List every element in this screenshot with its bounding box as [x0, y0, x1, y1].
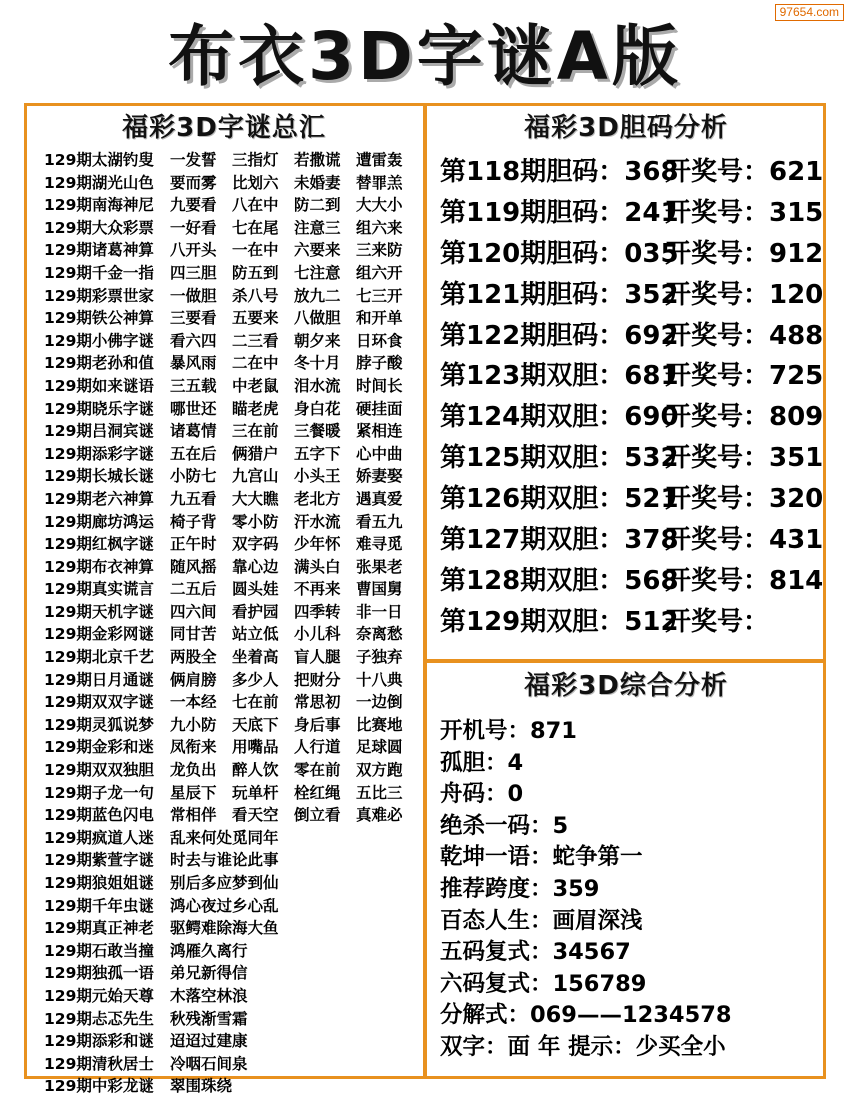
riddle-phrase: 张果老 [356, 557, 403, 576]
dan-issue: 第122期胆码：692 [440, 320, 679, 351]
riddle-source: 129期元始天尊 [44, 986, 154, 1005]
dan-row [440, 397, 824, 438]
zonghe-panel-title: 福彩3D综合分析 [524, 671, 728, 701]
horizontal-divider [425, 659, 826, 663]
riddle-phrase: 靠心边 [232, 557, 279, 576]
riddle-phrase: 一在中 [232, 241, 279, 260]
riddle-phrase: 九五看 [170, 489, 217, 508]
riddle-phrase: 不再来 [294, 580, 341, 599]
riddle-phrase: 难寻觅 [356, 535, 403, 554]
riddle-row [44, 736, 420, 759]
riddle-row [44, 714, 420, 737]
riddle-source: 129期廊坊鸿运 [44, 512, 154, 531]
riddle-row [44, 352, 420, 375]
riddle-verse: 别后多应梦到仙 [170, 874, 279, 892]
riddle-source: 129期石敢当撞 [44, 941, 154, 960]
riddle-source: 129期金彩网谜 [44, 625, 154, 644]
riddle-phrase: 看五九 [356, 512, 403, 531]
riddle-source: 129期添彩和谜 [44, 1032, 154, 1051]
riddle-verse: 木落空林浪 [170, 986, 248, 1005]
riddle-source: 129期南海神尼 [44, 196, 154, 215]
riddle-row [44, 646, 420, 669]
riddle-phrase: 泪水流 [294, 376, 341, 395]
riddle-source: 129期疯道人迷 [44, 828, 154, 847]
riddle-phrase: 十八典 [356, 670, 403, 689]
riddle-verse: 鸿雁久离行 [170, 941, 248, 960]
riddle-phrase: 醉人饮 [232, 761, 279, 780]
riddle-row [44, 262, 420, 285]
dan-row [440, 479, 824, 520]
riddle-row [44, 985, 420, 1008]
riddle-phrase: 注意三 [294, 218, 341, 237]
riddle-phrase: 七在尾 [232, 218, 279, 237]
draw-number: 开奖号：320 [665, 484, 824, 515]
riddle-phrase: 八做胆 [294, 309, 341, 328]
analysis-row: 绝杀一码：5 [440, 812, 569, 839]
riddle-phrase: 九要看 [170, 196, 217, 215]
riddle-source: 129期双双独胆 [44, 761, 154, 780]
riddle-row [44, 691, 420, 714]
riddle-phrase: 三指灯 [232, 151, 279, 169]
riddle-phrase: 四六间 [170, 602, 217, 621]
riddle-phrase: 朝夕来 [294, 331, 341, 350]
riddle-row [44, 623, 420, 646]
riddle-phrase: 一好看 [170, 218, 217, 237]
riddle-phrase: 椅子背 [170, 512, 217, 531]
riddle-source: 129期中彩龙谜 [44, 1077, 154, 1096]
riddle-phrase: 五比三 [356, 783, 403, 802]
analysis-row: 乾坤一语：蛇争第一 [440, 844, 643, 871]
riddle-phrase: 冬十月 [294, 354, 341, 373]
riddle-source: 129期狼姐姐谜 [44, 874, 154, 892]
riddle-phrase: 用嘴品 [232, 738, 279, 757]
riddle-phrase: 时间长 [356, 376, 403, 395]
riddle-phrase: 倒立看 [294, 806, 341, 825]
riddle-phrase: 龙负出 [170, 761, 217, 780]
draw-number: 开奖号：431 [665, 525, 824, 556]
riddle-row [44, 533, 420, 556]
riddle-phrase: 栓红绳 [294, 783, 341, 802]
riddle-phrase: 杀八号 [232, 286, 279, 305]
riddle-phrase: 八开头 [170, 241, 217, 260]
riddle-source: 129期诸葛神算 [44, 241, 154, 260]
riddle-source: 129期日月通谜 [44, 670, 154, 689]
riddle-phrase: 天底下 [232, 715, 279, 734]
watermark: 97654.com [775, 4, 844, 21]
riddle-panel-title: 福彩3D字谜总汇 [122, 113, 326, 143]
dan-issue: 第124期双胆：690 [440, 402, 679, 433]
riddle-phrase: 未婚妻 [294, 173, 341, 192]
draw-number: 开奖号：120 [665, 279, 824, 310]
riddle-source: 129期老六神算 [44, 489, 154, 508]
riddle-source: 129期清秋居士 [44, 1054, 154, 1073]
riddle-source: 129期老孙和值 [44, 354, 154, 373]
riddle-phrase: 同甘苦 [170, 625, 217, 644]
riddle-source: 129期大众彩票 [44, 218, 154, 237]
riddle-phrase: 看护园 [232, 602, 279, 621]
riddle-phrase: 身白花 [294, 399, 341, 418]
riddle-phrase: 把财分 [294, 670, 341, 689]
draw-number: 开奖号：621 [665, 157, 824, 187]
analysis-row: 舟码：0 [440, 781, 524, 808]
riddle-phrase: 多少人 [232, 670, 279, 689]
riddle-phrase: 小儿科 [294, 625, 341, 644]
draw-number: 开奖号：814 [665, 565, 824, 596]
riddle-source: 129期天机字谜 [44, 602, 154, 621]
dan-row [440, 356, 824, 397]
riddle-phrase: 零在前 [294, 761, 341, 780]
riddle-phrase: 放九二 [294, 286, 341, 305]
riddle-phrase: 防五到 [232, 263, 279, 282]
riddle-source: 129期如来谜语 [44, 376, 154, 395]
riddle-phrase: 正午时 [170, 535, 217, 554]
dan-issue: 第119期胆码：241 [440, 197, 679, 228]
dan-row [440, 316, 824, 357]
analysis-row: 推荐跨度：359 [440, 875, 600, 902]
page-title: 布衣3D字谜A版 [168, 18, 682, 95]
riddle-row [44, 601, 420, 624]
riddle-phrase: 心中曲 [356, 444, 403, 463]
riddle-source: 129期紫萱字谜 [44, 851, 154, 870]
riddle-phrase: 诸葛情 [170, 422, 217, 441]
riddle-source: 129期太湖钓叟 [44, 151, 154, 169]
riddle-row [44, 217, 420, 240]
riddle-verse: 弟兄新得信 [170, 964, 248, 983]
riddle-row [44, 849, 420, 872]
riddle-phrase: 星辰下 [170, 783, 217, 802]
riddle-phrase: 常相伴 [170, 806, 217, 825]
riddle-source: 129期湖光山色 [44, 173, 154, 192]
dan-row [440, 152, 824, 193]
riddle-phrase: 若撒谎 [294, 151, 341, 169]
riddle-phrase: 硬挂面 [356, 399, 403, 418]
riddle-row [44, 375, 420, 398]
riddle-row [44, 194, 420, 217]
riddle-source: 129期金彩和迷 [44, 738, 154, 757]
dan-row [440, 561, 824, 602]
riddle-row [44, 149, 420, 172]
riddle-phrase: 双字码 [232, 535, 279, 554]
riddle-phrase: 四季转 [294, 602, 341, 621]
riddle-phrase: 比划六 [232, 173, 279, 192]
riddle-phrase: 零小防 [232, 512, 279, 531]
riddle-row [44, 895, 420, 918]
riddle-source: 129期千年虫谜 [44, 896, 154, 915]
draw-number: 开奖号：351 [665, 443, 824, 474]
riddle-source: 129期长城长谜 [44, 467, 154, 486]
analysis-row: 双字：面 年 提示：少买全小 [440, 1033, 726, 1060]
riddle-phrase: 满头白 [294, 557, 341, 576]
analysis-row: 五码复式：34567 [440, 939, 631, 966]
riddle-row [44, 669, 420, 692]
riddle-phrase: 曹国舅 [356, 580, 403, 599]
dan-row [440, 275, 824, 316]
riddle-phrase: 遭雷轰 [356, 151, 403, 169]
riddle-row [44, 1008, 420, 1031]
riddle-row [44, 239, 420, 262]
riddle-row [44, 578, 420, 601]
riddle-source: 129期独孤一语 [44, 964, 154, 983]
vertical-divider [423, 103, 427, 1079]
draw-number: 开奖号：725 [665, 361, 824, 392]
riddle-source: 129期真正神老 [44, 919, 154, 938]
riddle-row [44, 917, 420, 940]
riddle-source: 129期晓乐字谜 [44, 399, 154, 418]
riddle-phrase: 奈离愁 [356, 625, 403, 644]
riddle-row [44, 940, 420, 963]
riddle-row [44, 804, 420, 827]
dan-row [440, 193, 824, 234]
riddle-phrase: 凤衔来 [170, 738, 217, 757]
riddle-phrase: 两股全 [170, 648, 217, 667]
riddle-row [44, 782, 420, 805]
dan-issue: 第128期双胆：568 [440, 565, 679, 596]
riddle-phrase: 老北方 [294, 489, 341, 508]
riddle-verse: 乱来何处觅同年 [170, 828, 279, 847]
riddle-source: 129期添彩字谜 [44, 444, 154, 463]
riddle-source: 129期小佛字谜 [44, 331, 154, 350]
riddle-source: 129期铁公神算 [44, 309, 154, 328]
riddle-phrase: 大大小 [356, 196, 403, 215]
riddle-phrase: 五字下 [294, 444, 341, 463]
riddle-phrase: 遇真爱 [356, 489, 403, 508]
riddle-phrase: 站立低 [232, 625, 279, 644]
riddle-phrase: 三在前 [232, 422, 279, 441]
riddle-row [44, 172, 420, 195]
riddle-phrase: 组六来 [356, 218, 403, 237]
draw-number: 开奖号： [665, 606, 770, 637]
riddle-row [44, 1053, 420, 1076]
riddle-phrase: 三要看 [170, 309, 217, 328]
riddle-phrase: 七注意 [294, 263, 341, 282]
riddle-row [44, 1030, 420, 1053]
riddle-phrase: 三五载 [170, 376, 217, 395]
riddle-row [44, 285, 420, 308]
riddle-row [44, 827, 420, 850]
dan-issue: 第118期胆码：368 [440, 157, 679, 187]
analysis-list [440, 716, 824, 1064]
riddle-row [44, 443, 420, 466]
riddle-row [44, 962, 420, 985]
riddle-phrase: 紧相连 [356, 422, 403, 441]
riddle-phrase: 要而雾 [170, 173, 217, 192]
riddle-phrase: 日环食 [356, 331, 403, 350]
draw-number: 开奖号：912 [665, 238, 824, 269]
riddle-phrase: 玩单杆 [232, 783, 279, 802]
riddle-phrase: 随风摇 [170, 557, 217, 576]
riddle-source: 129期吕洞宾谜 [44, 422, 154, 441]
riddle-source: 129期子龙一句 [44, 783, 154, 802]
riddle-phrase: 七三开 [356, 286, 403, 305]
riddle-phrase: 小防七 [170, 467, 217, 486]
riddle-source: 129期忐忑先生 [44, 1009, 154, 1028]
dan-row [440, 234, 824, 275]
dan-row [440, 438, 824, 479]
dan-code-list [440, 152, 824, 643]
riddle-phrase: 一本经 [170, 693, 217, 712]
riddle-phrase: 真难必 [356, 806, 403, 825]
riddle-row [44, 465, 420, 488]
riddle-phrase: 二三看 [232, 331, 279, 350]
riddle-phrase: 三来防 [356, 241, 403, 260]
riddle-source: 129期双双字谜 [44, 693, 154, 712]
riddle-phrase: 四三胆 [170, 263, 217, 282]
riddle-row [44, 556, 420, 579]
riddle-source: 129期千金一指 [44, 263, 154, 282]
riddle-source: 129期蓝色闪电 [44, 806, 154, 825]
riddle-phrase: 九宫山 [232, 467, 279, 486]
riddle-row [44, 307, 420, 330]
riddle-row [44, 872, 420, 895]
riddle-phrase: 一做胆 [170, 286, 217, 305]
riddle-verse: 鸿心夜过乡心乱 [170, 896, 279, 915]
riddle-verse: 迢迢过建康 [170, 1032, 248, 1051]
riddle-phrase: 子独弃 [356, 648, 403, 667]
analysis-row: 孤胆：4 [440, 749, 524, 776]
riddle-phrase: 哪世还 [170, 399, 217, 418]
riddle-phrase: 身后事 [294, 715, 341, 734]
riddle-phrase: 五在后 [170, 444, 217, 463]
analysis-row: 百态人生：画眉深浅 [440, 907, 643, 934]
riddle-phrase: 少年怀 [294, 535, 341, 554]
analysis-row: 开机号：871 [440, 718, 577, 744]
riddle-phrase: 俩肩膀 [170, 670, 217, 689]
riddle-phrase: 组六开 [356, 263, 403, 282]
riddle-row [44, 1075, 420, 1098]
riddle-list [44, 149, 420, 1098]
riddle-phrase: 比赛地 [356, 715, 403, 734]
riddle-row [44, 398, 420, 421]
riddle-phrase: 汗水流 [294, 512, 341, 531]
riddle-phrase: 常思初 [294, 693, 341, 712]
riddle-phrase: 八在中 [232, 196, 279, 215]
riddle-phrase: 一发誓 [170, 151, 217, 169]
riddle-source: 129期彩票世家 [44, 286, 154, 305]
riddle-phrase: 坐着高 [232, 648, 279, 667]
riddle-phrase: 三餐暖 [294, 422, 341, 441]
dan-issue: 第120期胆码：035 [440, 238, 679, 269]
dan-issue: 第121期胆码：352 [440, 279, 679, 310]
draw-number: 开奖号：809 [665, 402, 824, 433]
riddle-row [44, 511, 420, 534]
riddle-phrase: 看六四 [170, 331, 217, 350]
riddle-verse: 冷咽石间泉 [170, 1054, 248, 1073]
dan-issue: 第126期双胆：521 [440, 484, 679, 515]
riddle-phrase: 暴风雨 [170, 354, 217, 373]
dan-row [440, 520, 824, 561]
draw-number: 开奖号：315 [665, 197, 824, 228]
riddle-phrase: 大大瞧 [232, 489, 279, 508]
riddle-phrase: 俩猎户 [232, 444, 279, 463]
riddle-phrase: 非一日 [356, 602, 403, 621]
draw-number: 开奖号：488 [665, 320, 824, 351]
dan-panel-title: 福彩3D胆码分析 [524, 113, 728, 143]
riddle-phrase: 二在中 [232, 354, 279, 373]
riddle-phrase: 足球圆 [356, 738, 403, 757]
riddle-phrase: 看天空 [232, 806, 279, 825]
riddle-source: 129期灵狐说梦 [44, 715, 154, 734]
dan-row [440, 602, 820, 643]
riddle-source: 129期红枫字谜 [44, 535, 154, 554]
riddle-row [44, 488, 420, 511]
analysis-row: 分解式：069——1234578 [440, 1002, 732, 1029]
dan-issue: 第127期双胆：378 [440, 525, 679, 556]
riddle-row [44, 759, 420, 782]
riddle-phrase: 瞄老虎 [232, 399, 279, 418]
riddle-verse: 秋残渐雪霜 [170, 1009, 248, 1028]
riddle-phrase: 盲人腿 [294, 648, 341, 667]
riddle-phrase: 脖子酸 [356, 354, 403, 373]
riddle-phrase: 七在前 [232, 693, 279, 712]
riddle-phrase: 一边倒 [356, 693, 403, 712]
riddle-phrase: 人行道 [294, 738, 341, 757]
riddle-phrase: 九小防 [170, 715, 217, 734]
riddle-phrase: 防二到 [294, 196, 341, 215]
riddle-verse: 时去与谁论此事 [170, 851, 279, 870]
riddle-phrase: 中老鼠 [232, 376, 279, 395]
riddle-verse: 翠围珠绕 [170, 1077, 233, 1096]
dan-issue: 第125期双胆：532 [440, 443, 679, 474]
riddle-phrase: 二五后 [170, 580, 217, 599]
riddle-phrase: 五要来 [232, 309, 279, 328]
riddle-source: 129期北京千艺 [44, 648, 154, 667]
riddle-phrase: 小头王 [294, 467, 341, 486]
riddle-phrase: 娇妻娶 [356, 467, 403, 486]
riddle-phrase: 双方跑 [356, 761, 403, 780]
riddle-phrase: 和开单 [356, 309, 403, 328]
dan-issue: 第129期双胆：512 [440, 606, 679, 637]
riddle-verse: 驱鳄难除海大鱼 [170, 919, 279, 938]
analysis-row: 六码复式：156789 [440, 970, 647, 997]
riddle-phrase: 替罪羔 [356, 173, 403, 192]
riddle-source: 129期真实谎言 [44, 580, 154, 599]
riddle-row [44, 330, 420, 353]
riddle-phrase: 圆头娃 [232, 580, 279, 599]
riddle-phrase: 六要来 [294, 241, 341, 260]
riddle-row [44, 420, 420, 443]
riddle-source: 129期布衣神算 [44, 557, 154, 576]
dan-issue: 第123期双胆：681 [440, 361, 679, 392]
